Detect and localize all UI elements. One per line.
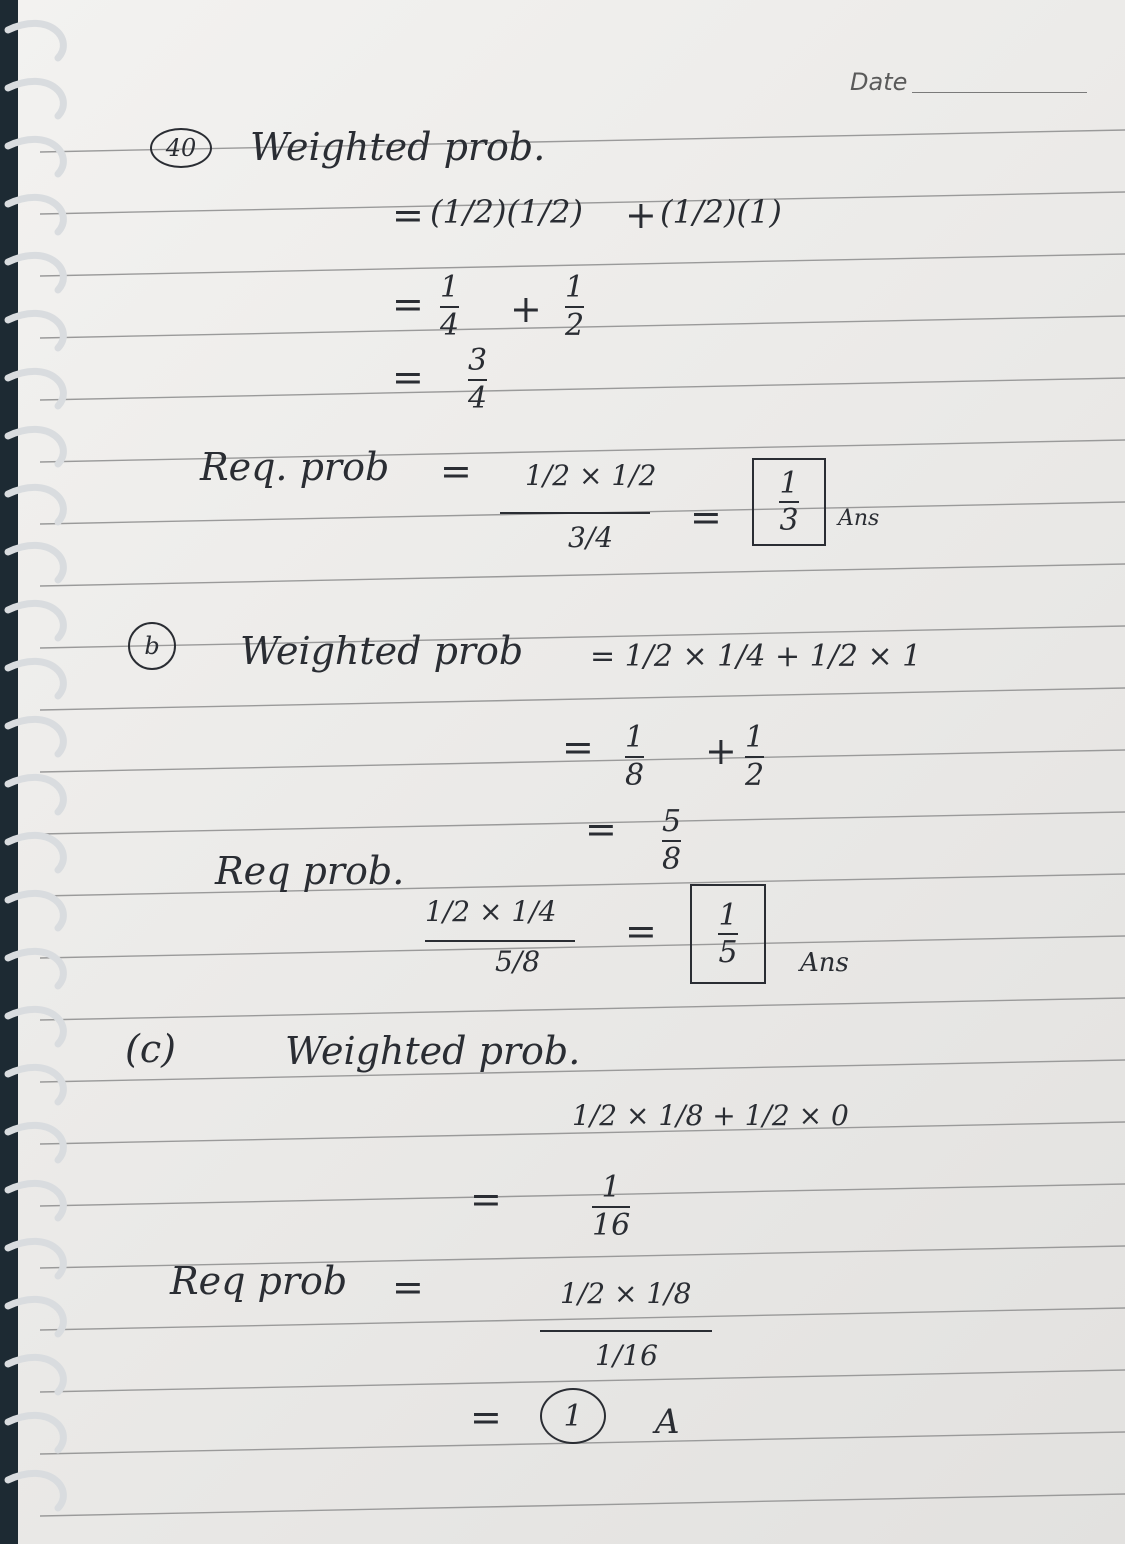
weighted-prob-heading: Weighted prob. (250, 125, 546, 169)
answer-box (690, 884, 766, 984)
req-denominator: 1/16 (595, 1339, 658, 1372)
answer-mark: Ans (838, 506, 880, 531)
req-numerator: 1/2 × 1/4 (425, 895, 557, 928)
answer-mark: Ans (800, 948, 849, 978)
denominator: 3 (779, 503, 799, 538)
part-label-badge (128, 622, 176, 670)
numerator: 1 (625, 720, 645, 755)
equals-sign: = (690, 495, 722, 539)
date-line (912, 92, 1087, 93)
fraction-three-quarters (468, 345, 487, 414)
numerator: 1 (779, 465, 799, 501)
numerator: 3 (468, 343, 488, 378)
weighted-prob-heading: Weighted prob. (285, 1029, 581, 1073)
answer-circle (540, 1388, 606, 1444)
fraction-one-quarter (440, 272, 459, 341)
numerator: 1 (718, 897, 738, 933)
denominator: 8 (662, 841, 682, 877)
part-label: b (144, 632, 160, 660)
product-term-1: (1/2)(1/2) (430, 193, 583, 231)
denominator: 5 (718, 935, 738, 970)
numerator: 5 (662, 804, 682, 839)
denominator: 4 (440, 307, 460, 343)
req-prob-label: Req prob (170, 1259, 348, 1303)
req-numerator: 1/2 × 1/2 (525, 459, 657, 492)
req-numerator: 1/2 × 1/8 (560, 1277, 692, 1310)
fraction-one-third (779, 465, 799, 538)
plus-sign: + (705, 729, 737, 773)
fraction-one-half (565, 272, 584, 341)
plus-sign: + (510, 287, 542, 331)
numerator: 1 (601, 1170, 621, 1205)
fraction-bar (540, 1330, 712, 1332)
req-denominator: 5/8 (495, 945, 541, 978)
plus-sign: + (625, 193, 657, 237)
equals-sign: = (440, 449, 472, 493)
equals-sign: = (470, 1395, 502, 1439)
fraction-one-fifth (718, 897, 738, 970)
equals-sign: = (585, 807, 617, 851)
answer-mark: A (655, 1402, 680, 1442)
weighted-prob-expression: 1/2 × 1/8 + 1/2 × 0 (572, 1099, 849, 1132)
date-label: Date (850, 68, 908, 96)
part-letter: c (139, 1027, 162, 1071)
fraction-one-half (745, 722, 764, 791)
denominator: 2 (745, 757, 765, 793)
product-term-2: (1/2)(1) (660, 193, 782, 231)
fraction-five-eighths (662, 806, 681, 875)
req-denominator: 3/4 (568, 521, 614, 554)
numerator: 1 (565, 270, 585, 305)
denominator: 4 (468, 380, 488, 416)
equals-sign: = (625, 909, 657, 953)
equals-sign: = (562, 725, 594, 769)
equals-sign: = (392, 193, 424, 237)
numerator: 1 (745, 720, 765, 755)
spiral-binding (0, 0, 80, 1544)
denominator: 16 (592, 1207, 631, 1243)
answer-box (752, 458, 826, 546)
weighted-prob-expression: = 1/2 × 1/4 + 1/2 × 1 (590, 639, 922, 674)
req-prob-label: Req prob. (215, 849, 405, 893)
question-number-badge (150, 128, 212, 168)
req-prob-label: Req. prob (200, 445, 390, 489)
denominator: 2 (565, 307, 585, 343)
answer-value: 1 (563, 1398, 583, 1434)
fraction-one-eighth (625, 722, 644, 791)
equals-sign: = (392, 1265, 424, 1309)
numerator: 1 (440, 270, 460, 305)
fraction-one-sixteenth (592, 1172, 630, 1241)
fraction-bar (500, 512, 650, 514)
fraction-bar (425, 940, 575, 942)
denominator: 8 (625, 757, 645, 793)
question-number: 40 (165, 134, 197, 162)
equals-sign: = (470, 1177, 502, 1221)
part-label: (c) (125, 1027, 176, 1071)
equals-sign: = (392, 282, 424, 326)
weighted-prob-heading: Weighted prob (240, 629, 524, 673)
equals-sign: = (392, 355, 424, 399)
